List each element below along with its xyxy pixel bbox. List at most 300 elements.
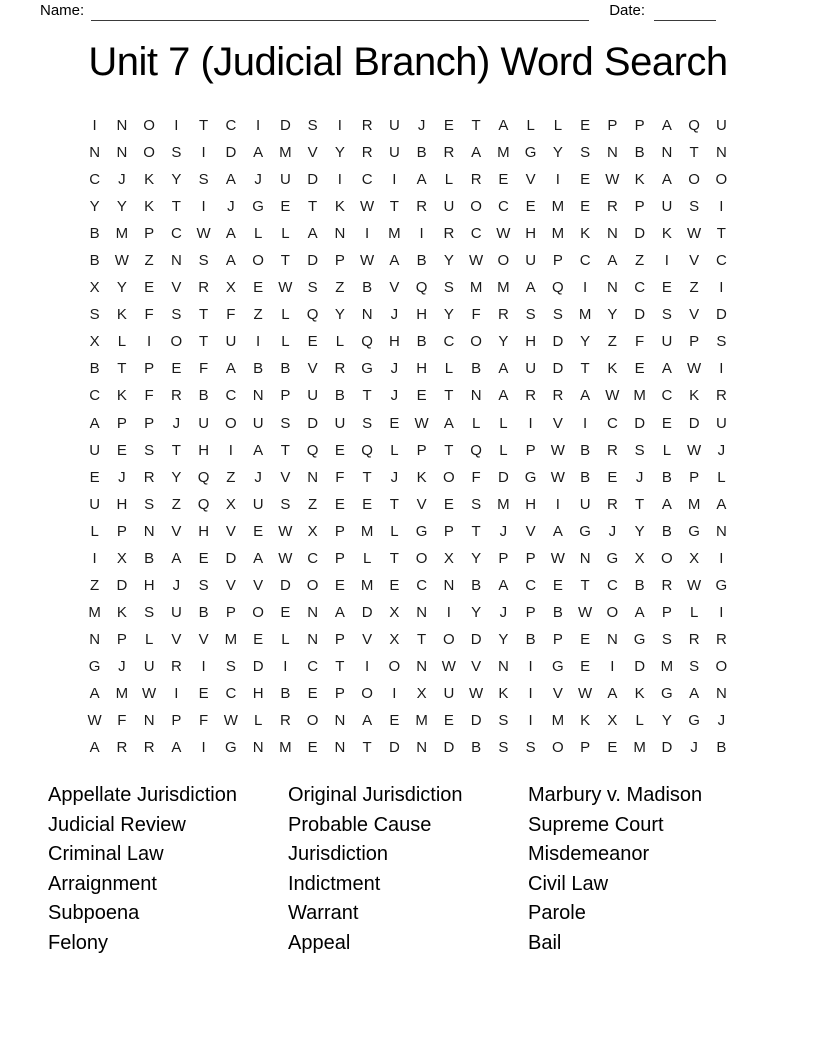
grid-cell: X <box>116 549 127 567</box>
grid-cell: Y <box>552 144 563 162</box>
grid-cell: Z <box>90 576 100 594</box>
grid-cell: W <box>496 225 511 243</box>
grid-cell: B <box>89 360 100 378</box>
grid-cell: Z <box>308 495 318 513</box>
grid-cell: G <box>524 468 537 486</box>
grid-cell: Y <box>171 468 182 486</box>
grid-cell: N <box>252 387 264 405</box>
grid-cell: V <box>552 685 563 702</box>
grid-cell: I <box>92 549 97 567</box>
grid-cell: U <box>579 495 591 513</box>
grid-cell: B <box>525 630 536 648</box>
grid-cell: O <box>606 603 619 621</box>
grid-cell: R <box>606 441 618 459</box>
grid-cell: H <box>525 495 537 513</box>
grid-cell: P <box>580 739 591 757</box>
grid-cell: G <box>415 522 428 540</box>
grid-cell: V <box>471 657 482 675</box>
grid-cell: W <box>414 414 429 432</box>
grid-cell: D <box>361 603 373 621</box>
grid-cell: P <box>552 630 563 648</box>
grid-cell: E <box>607 468 618 486</box>
grid-cell: Y <box>116 198 127 216</box>
grid-cell: R <box>279 712 291 730</box>
grid-cell: E <box>116 441 127 459</box>
grid-cell: W <box>441 657 456 675</box>
grid-cell: S <box>362 414 373 432</box>
grid-cell: E <box>443 495 454 513</box>
grid-cell: R <box>334 360 346 378</box>
grid-cell: R <box>606 198 618 216</box>
grid-cell: S <box>525 739 536 757</box>
grid-cell: M <box>551 225 565 243</box>
grid-cell: W <box>550 441 565 459</box>
grid-cell: A <box>661 360 672 378</box>
grid-cell: N <box>170 252 182 270</box>
grid-cell: A <box>498 387 509 405</box>
grid-cell: P <box>634 117 645 135</box>
grid-cell: U <box>715 414 727 432</box>
date-label: Date: <box>609 2 646 19</box>
grid-cell: E <box>607 739 618 757</box>
grid-cell: T <box>171 198 181 216</box>
grid-cell: C <box>661 387 673 405</box>
grid-cell: P <box>334 549 345 567</box>
grid-cell: S <box>280 495 291 513</box>
grid-cell: T <box>580 576 590 594</box>
grid-cell: J <box>717 441 726 459</box>
grid-cell: P <box>443 522 454 540</box>
grid-cell: T <box>362 468 372 486</box>
grid-cell: L <box>635 712 644 730</box>
grid-cell: K <box>607 360 618 378</box>
grid-cell: D <box>225 144 237 162</box>
grid-cell: B <box>280 685 291 702</box>
grid-cell: E <box>171 360 182 378</box>
grid-cell: D <box>307 414 319 432</box>
grid-cell: A <box>307 225 318 243</box>
grid-cell: G <box>715 576 728 594</box>
grid-cell: U <box>252 495 264 513</box>
grid-cell: O <box>443 468 455 486</box>
grid-cell: S <box>443 279 454 297</box>
grid-cell: I <box>446 603 451 621</box>
page-title: Unit 7 (Judicial Branch) Word Search <box>88 40 728 84</box>
grid-cell: P <box>225 603 236 621</box>
grid-cell: J <box>118 657 126 675</box>
grid-cell: G <box>88 657 101 675</box>
grid-cell: X <box>443 549 454 567</box>
grid-cell: I <box>419 225 424 243</box>
grid-cell: W <box>223 712 238 730</box>
grid-cell: P <box>116 522 127 540</box>
grid-cell: E <box>443 712 454 730</box>
grid-cell: T <box>117 360 127 378</box>
grid-cell: T <box>362 387 372 405</box>
grid-cell: U <box>89 495 101 513</box>
grid-cell: Z <box>144 252 154 270</box>
grid-cell: G <box>524 144 537 162</box>
grid-cell: H <box>143 576 155 594</box>
grid-cell: T <box>689 144 699 162</box>
grid-cell: M <box>633 387 646 405</box>
grid-cell: R <box>661 576 673 594</box>
grid-cell: E <box>580 117 591 135</box>
grid-cell: Y <box>443 306 454 324</box>
grid-cell: I <box>365 225 370 243</box>
grid-cell: V <box>389 279 400 297</box>
grid-cell: M <box>497 279 510 297</box>
word-list-item: Felony <box>48 931 109 954</box>
grid-cell: W <box>278 522 293 540</box>
grid-cell: S <box>716 333 727 351</box>
grid-cell: U <box>388 144 400 162</box>
grid-cell: A <box>607 252 618 270</box>
grid-cell: S <box>198 171 209 189</box>
grid-cell: T <box>199 117 209 135</box>
grid-cell: I <box>201 198 206 216</box>
grid-cell: B <box>661 468 672 486</box>
grid-cell: I <box>201 739 206 757</box>
grid-cell: A <box>89 685 100 702</box>
grid-cell: N <box>89 630 101 648</box>
grid-cell: O <box>715 171 728 189</box>
grid-cell: D <box>634 414 646 432</box>
grid-cell: I <box>719 279 724 297</box>
grid-cell: N <box>606 630 618 648</box>
grid-cell: D <box>225 549 237 567</box>
grid-cell: Q <box>306 441 319 459</box>
grid-cell: A <box>498 576 509 594</box>
grid-cell: A <box>607 685 618 702</box>
grid-cell: P <box>334 630 345 648</box>
grid-cell: B <box>89 252 100 270</box>
grid-cell: Y <box>116 279 127 297</box>
grid-cell: V <box>525 171 536 189</box>
grid-cell: O <box>415 549 428 567</box>
grid-cell: I <box>555 495 560 513</box>
grid-cell: L <box>362 549 372 567</box>
grid-cell: U <box>661 333 673 351</box>
grid-cell: E <box>580 630 591 648</box>
grid-cell: T <box>280 441 290 459</box>
grid-cell: M <box>578 306 592 324</box>
grid-cell: C <box>715 252 727 270</box>
grid-cell: L <box>117 333 127 351</box>
grid-cell: E <box>498 171 509 189</box>
grid-cell: D <box>116 576 128 594</box>
grid-cell: S <box>498 739 509 757</box>
grid-cell: J <box>417 117 426 135</box>
grid-cell: D <box>552 360 564 378</box>
grid-cell: K <box>580 225 591 243</box>
grid-cell: R <box>361 144 373 162</box>
grid-cell: T <box>417 630 427 648</box>
grid-cell: E <box>552 576 563 594</box>
grid-cell: Q <box>552 279 564 297</box>
grid-cell: X <box>225 495 236 513</box>
grid-cell: E <box>253 522 264 540</box>
grid-cell: K <box>144 171 155 189</box>
grid-cell: U <box>225 333 237 351</box>
name-label: Name: <box>40 2 85 19</box>
grid-cell: C <box>225 117 237 135</box>
grid-cell: T <box>444 441 454 459</box>
grid-cell: S <box>580 144 591 162</box>
word-list-column-2 <box>288 781 528 959</box>
grid-cell: Z <box>335 279 345 297</box>
grid-cell: N <box>334 712 346 730</box>
grid-cell: I <box>719 198 724 216</box>
grid-cell: V <box>171 630 182 648</box>
grid-cell: E <box>334 576 345 594</box>
grid-cell: J <box>690 739 698 757</box>
grid-cell: G <box>552 657 564 675</box>
grid-cell: F <box>144 387 154 405</box>
grid-cell: Q <box>197 468 210 486</box>
grid-cell: X <box>307 522 318 540</box>
grid-cell: I <box>664 252 669 270</box>
grid-cell: H <box>116 495 128 513</box>
grid-cell: Y <box>334 306 345 324</box>
grid-cell: G <box>579 522 591 540</box>
grid-cell: Q <box>361 333 373 351</box>
grid-cell: I <box>528 712 533 730</box>
grid-cell: U <box>525 360 537 378</box>
grid-cell: Y <box>89 198 100 216</box>
grid-cell: K <box>634 171 645 189</box>
grid-cell: H <box>252 685 264 702</box>
word-search-grid <box>81 112 735 761</box>
grid-cell: W <box>469 252 484 270</box>
grid-cell: R <box>525 387 537 405</box>
grid-cell: P <box>144 414 155 432</box>
grid-cell: B <box>280 360 291 378</box>
grid-cell: O <box>497 252 510 270</box>
grid-cell: T <box>389 549 399 567</box>
grid-cell: N <box>334 225 346 243</box>
grid-cell: U <box>443 685 455 702</box>
word-list-item: Jurisdiction <box>288 843 389 866</box>
grid-cell: L <box>662 441 672 459</box>
grid-cell: P <box>661 603 672 621</box>
grid-cell: E <box>280 198 291 216</box>
grid-cell: S <box>225 657 236 675</box>
grid-cell: M <box>224 630 238 648</box>
grid-cell: O <box>552 739 564 757</box>
grid-cell: S <box>144 495 155 513</box>
grid-cell: T <box>389 198 399 216</box>
grid-cell: B <box>416 252 427 270</box>
grid-cell: I <box>719 360 724 378</box>
grid-cell: D <box>497 468 509 486</box>
grid-cell: V <box>552 414 563 432</box>
grid-cell: Z <box>253 306 263 324</box>
grid-cell: M <box>660 657 674 675</box>
grid-cell: E <box>362 495 373 513</box>
grid-cell: J <box>227 198 235 216</box>
grid-cell: Z <box>689 279 699 297</box>
grid-cell: M <box>279 739 292 757</box>
grid-cell: R <box>715 630 727 648</box>
grid-cell: W <box>687 576 702 594</box>
grid-cell: D <box>279 576 291 594</box>
grid-cell: I <box>610 657 615 675</box>
grid-cell: D <box>388 739 400 757</box>
grid-cell: T <box>199 306 209 324</box>
grid-cell: A <box>171 739 182 757</box>
grid-cell: K <box>116 603 127 621</box>
grid-cell: C <box>443 333 455 351</box>
grid-cell: S <box>689 198 700 216</box>
grid-cell: S <box>498 712 509 730</box>
grid-cell: Y <box>171 171 182 189</box>
grid-cell: A <box>253 144 264 162</box>
grid-cell: A <box>498 117 509 135</box>
grid-cell: F <box>199 360 209 378</box>
grid-cell: P <box>607 117 618 135</box>
grid-cell: E <box>307 333 318 351</box>
grid-cell: H <box>388 333 400 351</box>
grid-cell: Y <box>498 333 509 351</box>
grid-cell: C <box>416 576 428 594</box>
grid-cell: L <box>553 117 563 135</box>
grid-cell: A <box>580 387 591 405</box>
grid-cell: J <box>390 387 399 405</box>
grid-cell: N <box>606 279 618 297</box>
word-list-column-1 <box>48 781 288 959</box>
grid-cell: F <box>117 712 127 730</box>
grid-cell: N <box>606 225 618 243</box>
grid-cell: E <box>416 387 427 405</box>
grid-cell: A <box>471 144 482 162</box>
grid-cell: O <box>688 171 700 189</box>
grid-cell: D <box>552 333 564 351</box>
grid-cell: X <box>607 712 618 730</box>
grid-cell: B <box>416 333 427 351</box>
grid-cell: N <box>116 117 128 135</box>
grid-cell: G <box>633 630 646 648</box>
grid-cell: Y <box>471 603 482 621</box>
grid-cell: Z <box>171 495 181 513</box>
grid-cell: M <box>551 198 565 216</box>
grid-cell: S <box>280 414 291 432</box>
grid-cell: S <box>89 306 100 324</box>
grid-cell: P <box>689 468 700 486</box>
grid-cell: H <box>416 306 428 324</box>
grid-cell: J <box>118 468 126 486</box>
grid-cell: G <box>661 685 673 702</box>
grid-cell: A <box>225 171 236 189</box>
grid-cell: H <box>525 333 537 351</box>
grid-cell: B <box>416 144 427 162</box>
grid-cell: P <box>689 333 700 351</box>
grid-cell: Y <box>471 549 482 567</box>
grid-cell: F <box>335 468 345 486</box>
grid-cell: E <box>580 198 591 216</box>
grid-cell: K <box>580 712 591 730</box>
grid-cell: B <box>471 576 482 594</box>
grid-cell: I <box>365 657 370 675</box>
grid-cell: A <box>389 252 400 270</box>
grid-cell: L <box>281 333 290 351</box>
grid-cell: L <box>281 225 290 243</box>
grid-cell: T <box>716 225 726 243</box>
grid-cell: O <box>470 198 482 216</box>
grid-cell: V <box>171 279 182 297</box>
grid-cell: X <box>416 685 427 702</box>
grid-cell: N <box>307 603 319 621</box>
grid-cell: S <box>689 657 700 675</box>
grid-cell: I <box>92 117 97 135</box>
grid-cell: R <box>170 387 182 405</box>
grid-cell: N <box>143 522 155 540</box>
grid-cell: V <box>225 576 236 594</box>
grid-cell: A <box>225 252 236 270</box>
grid-cell: B <box>634 144 645 162</box>
grid-cell: G <box>361 360 373 378</box>
grid-cell: E <box>580 171 591 189</box>
grid-cell: L <box>90 522 99 540</box>
grid-cell: N <box>715 522 727 540</box>
grid-cell: N <box>361 306 373 324</box>
grid-cell: N <box>715 144 727 162</box>
word-list-item: Bail <box>528 931 562 954</box>
grid-cell: N <box>416 603 428 621</box>
grid-cell: P <box>498 549 509 567</box>
grid-cell: E <box>525 198 536 216</box>
grid-cell: I <box>256 333 261 351</box>
grid-cell: W <box>360 198 375 216</box>
grid-cell: Q <box>470 441 482 459</box>
grid-cell: I <box>201 657 206 675</box>
grid-cell: O <box>143 117 155 135</box>
grid-cell: X <box>225 279 236 297</box>
grid-cell: U <box>170 603 182 621</box>
grid-cell: Y <box>580 333 591 351</box>
grid-cell: I <box>228 441 233 459</box>
grid-cell: P <box>525 441 536 459</box>
grid-cell: M <box>633 739 646 757</box>
grid-cell: M <box>279 144 292 162</box>
grid-cell: G <box>606 549 619 567</box>
grid-cell: E <box>389 414 400 432</box>
grid-cell: S <box>198 252 209 270</box>
word-list <box>48 781 778 959</box>
word-list-item: Civil Law <box>528 872 609 895</box>
grid-cell: N <box>416 657 428 675</box>
grid-cell: R <box>198 279 210 297</box>
grid-cell: E <box>253 279 264 297</box>
word-list-item: Judicial Review <box>48 813 186 836</box>
grid-cell: A <box>525 279 536 297</box>
grid-cell: M <box>360 576 374 594</box>
grid-cell: O <box>252 252 264 270</box>
grid-cell: Y <box>607 306 618 324</box>
grid-cell: U <box>252 414 264 432</box>
grid-cell: H <box>416 360 428 378</box>
grid-cell: O <box>715 657 728 675</box>
grid-cell: S <box>661 306 672 324</box>
grid-cell: D <box>470 712 482 730</box>
date-blank-line <box>654 5 716 21</box>
grid-cell: A <box>716 495 727 513</box>
grid-cell: N <box>307 468 319 486</box>
grid-cell: K <box>144 198 155 216</box>
grid-cell: E <box>389 576 400 594</box>
grid-cell: C <box>361 171 373 189</box>
grid-cell: V <box>525 522 536 540</box>
